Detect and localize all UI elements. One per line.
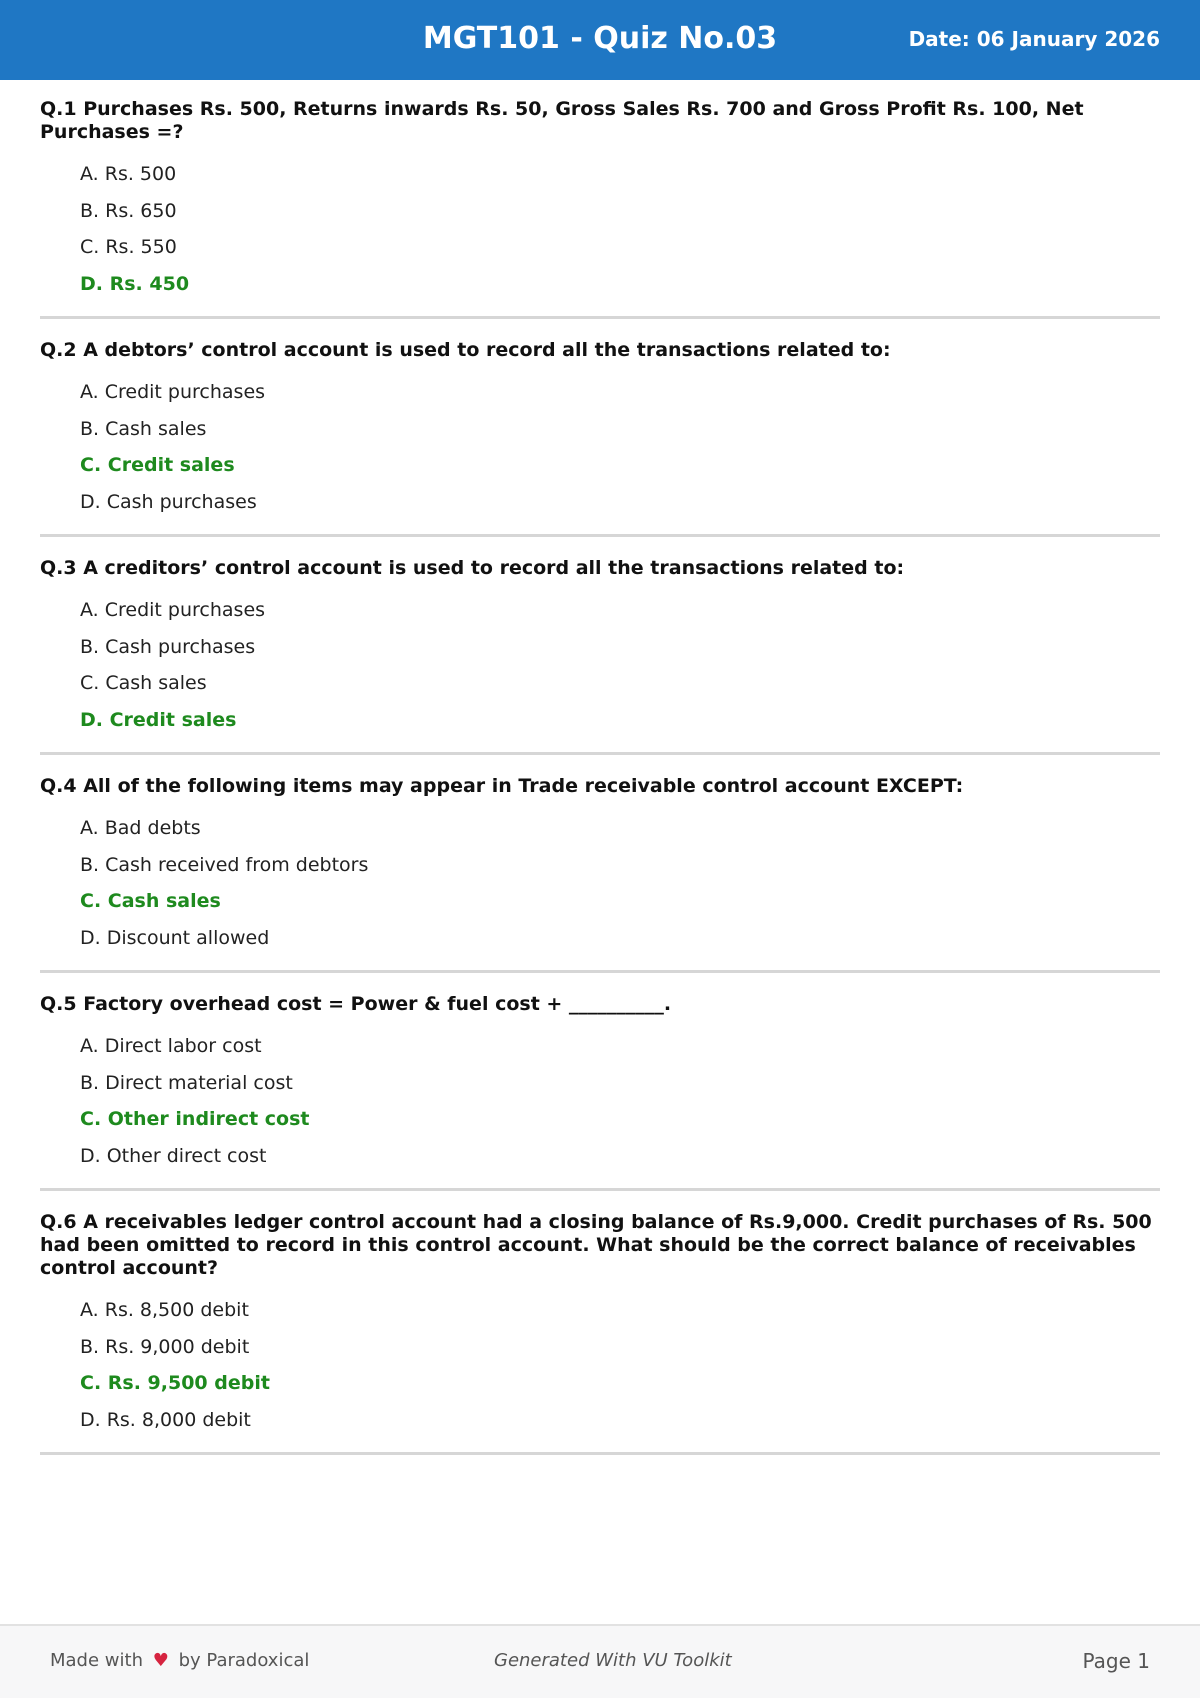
answer-option: C. Rs. 550 — [80, 236, 177, 258]
question-text — [40, 993, 1160, 1016]
option-list — [40, 156, 1160, 302]
generated-with-text: Generated With VU Toolkit — [494, 1650, 732, 1671]
question-block — [40, 993, 1160, 1191]
answer-option: A. Rs. 8,500 debit — [80, 1299, 249, 1321]
heart-icon: ♥ — [152, 1650, 169, 1671]
answer-option: C. Cash sales — [80, 672, 207, 694]
option-list — [40, 1028, 1160, 1174]
question-text — [40, 775, 1160, 798]
question-number: Q.6 — [40, 1211, 77, 1233]
page-number: Page 1 — [1082, 1649, 1150, 1673]
answer-option: D. Cash purchases — [80, 490, 257, 513]
option-list — [40, 374, 1160, 520]
question-text — [40, 98, 1160, 144]
answer-option-correct: D. Credit sales — [80, 708, 237, 731]
answer-option: A. Direct labor cost — [80, 1035, 262, 1057]
question-prompt: Factory overhead cost = Power & fuel cost + __________. — [83, 993, 672, 1015]
answer-option: B. Rs. 650 — [80, 199, 177, 222]
question-block — [40, 98, 1160, 319]
question-text — [40, 339, 1160, 362]
answer-option: A. Credit purchases — [80, 599, 266, 621]
option-list — [40, 810, 1160, 956]
question-block — [40, 557, 1160, 755]
answer-option: A. Rs. 500 — [80, 163, 177, 185]
question-number: Q.3 — [40, 557, 77, 579]
footer-credit — [50, 1626, 309, 1696]
header-bar — [0, 0, 1200, 80]
answer-option: B. Cash received from debtors — [80, 853, 369, 876]
question-block — [40, 775, 1160, 973]
option-list — [40, 592, 1160, 738]
question-prompt: A debtors’ control account is used to record all the transactions related to: — [83, 339, 891, 361]
question-prompt: A receivables ledger control account had a closing balance of Rs.9,000. Credit purchases of Rs. 500 had been omitted to record in this control account. What should be the correct balance of receivables control account? — [40, 1211, 1152, 1279]
question-number: Q.5 — [40, 993, 77, 1015]
answer-option-correct: C. Cash sales — [80, 890, 221, 912]
answer-option: B. Cash purchases — [80, 635, 256, 658]
answer-option-correct: C. Other indirect cost — [80, 1108, 310, 1130]
question-block — [40, 339, 1160, 537]
answer-option: D. Rs. 8,000 debit — [80, 1408, 251, 1431]
answer-option: D. Discount allowed — [80, 926, 270, 949]
question-text — [40, 1211, 1160, 1280]
question-prompt: All of the following items may appear in Trade receivable control account EXCEPT: — [83, 775, 964, 797]
author-text: by Paradoxical — [178, 1650, 310, 1671]
question-number: Q.1 — [40, 98, 77, 120]
question-block — [40, 1211, 1160, 1455]
answer-option: B. Direct material cost — [80, 1071, 293, 1094]
answer-option-correct: D. Rs. 450 — [80, 272, 190, 295]
answer-option: A. Bad debts — [80, 817, 201, 839]
question-number: Q.4 — [40, 775, 77, 797]
answer-option: D. Other direct cost — [80, 1144, 267, 1167]
answer-option: B. Cash sales — [80, 417, 207, 440]
answer-option: A. Credit purchases — [80, 381, 266, 403]
answer-option: B. Rs. 9,000 debit — [80, 1335, 250, 1358]
page-title: MGT101 - Quiz No.03 — [422, 21, 778, 56]
question-number: Q.2 — [40, 339, 77, 361]
answer-option-correct: C. Rs. 9,500 debit — [80, 1372, 270, 1394]
quiz-date: Date: 06 January 2026 — [908, 27, 1160, 51]
question-prompt: Purchases Rs. 500, Returns inwards Rs. 50, Gross Sales Rs. 700 and Gross Profit Rs. 100, Net Purchases =? — [40, 98, 1084, 143]
footer — [0, 1624, 1200, 1698]
question-text — [40, 557, 1160, 580]
made-with-text: Made with — [50, 1650, 143, 1671]
question-list — [40, 98, 1160, 1475]
option-list — [40, 1292, 1160, 1438]
question-prompt: A creditors’ control account is used to record all the transactions related to: — [83, 557, 905, 579]
answer-option-correct: C. Credit sales — [80, 454, 235, 476]
